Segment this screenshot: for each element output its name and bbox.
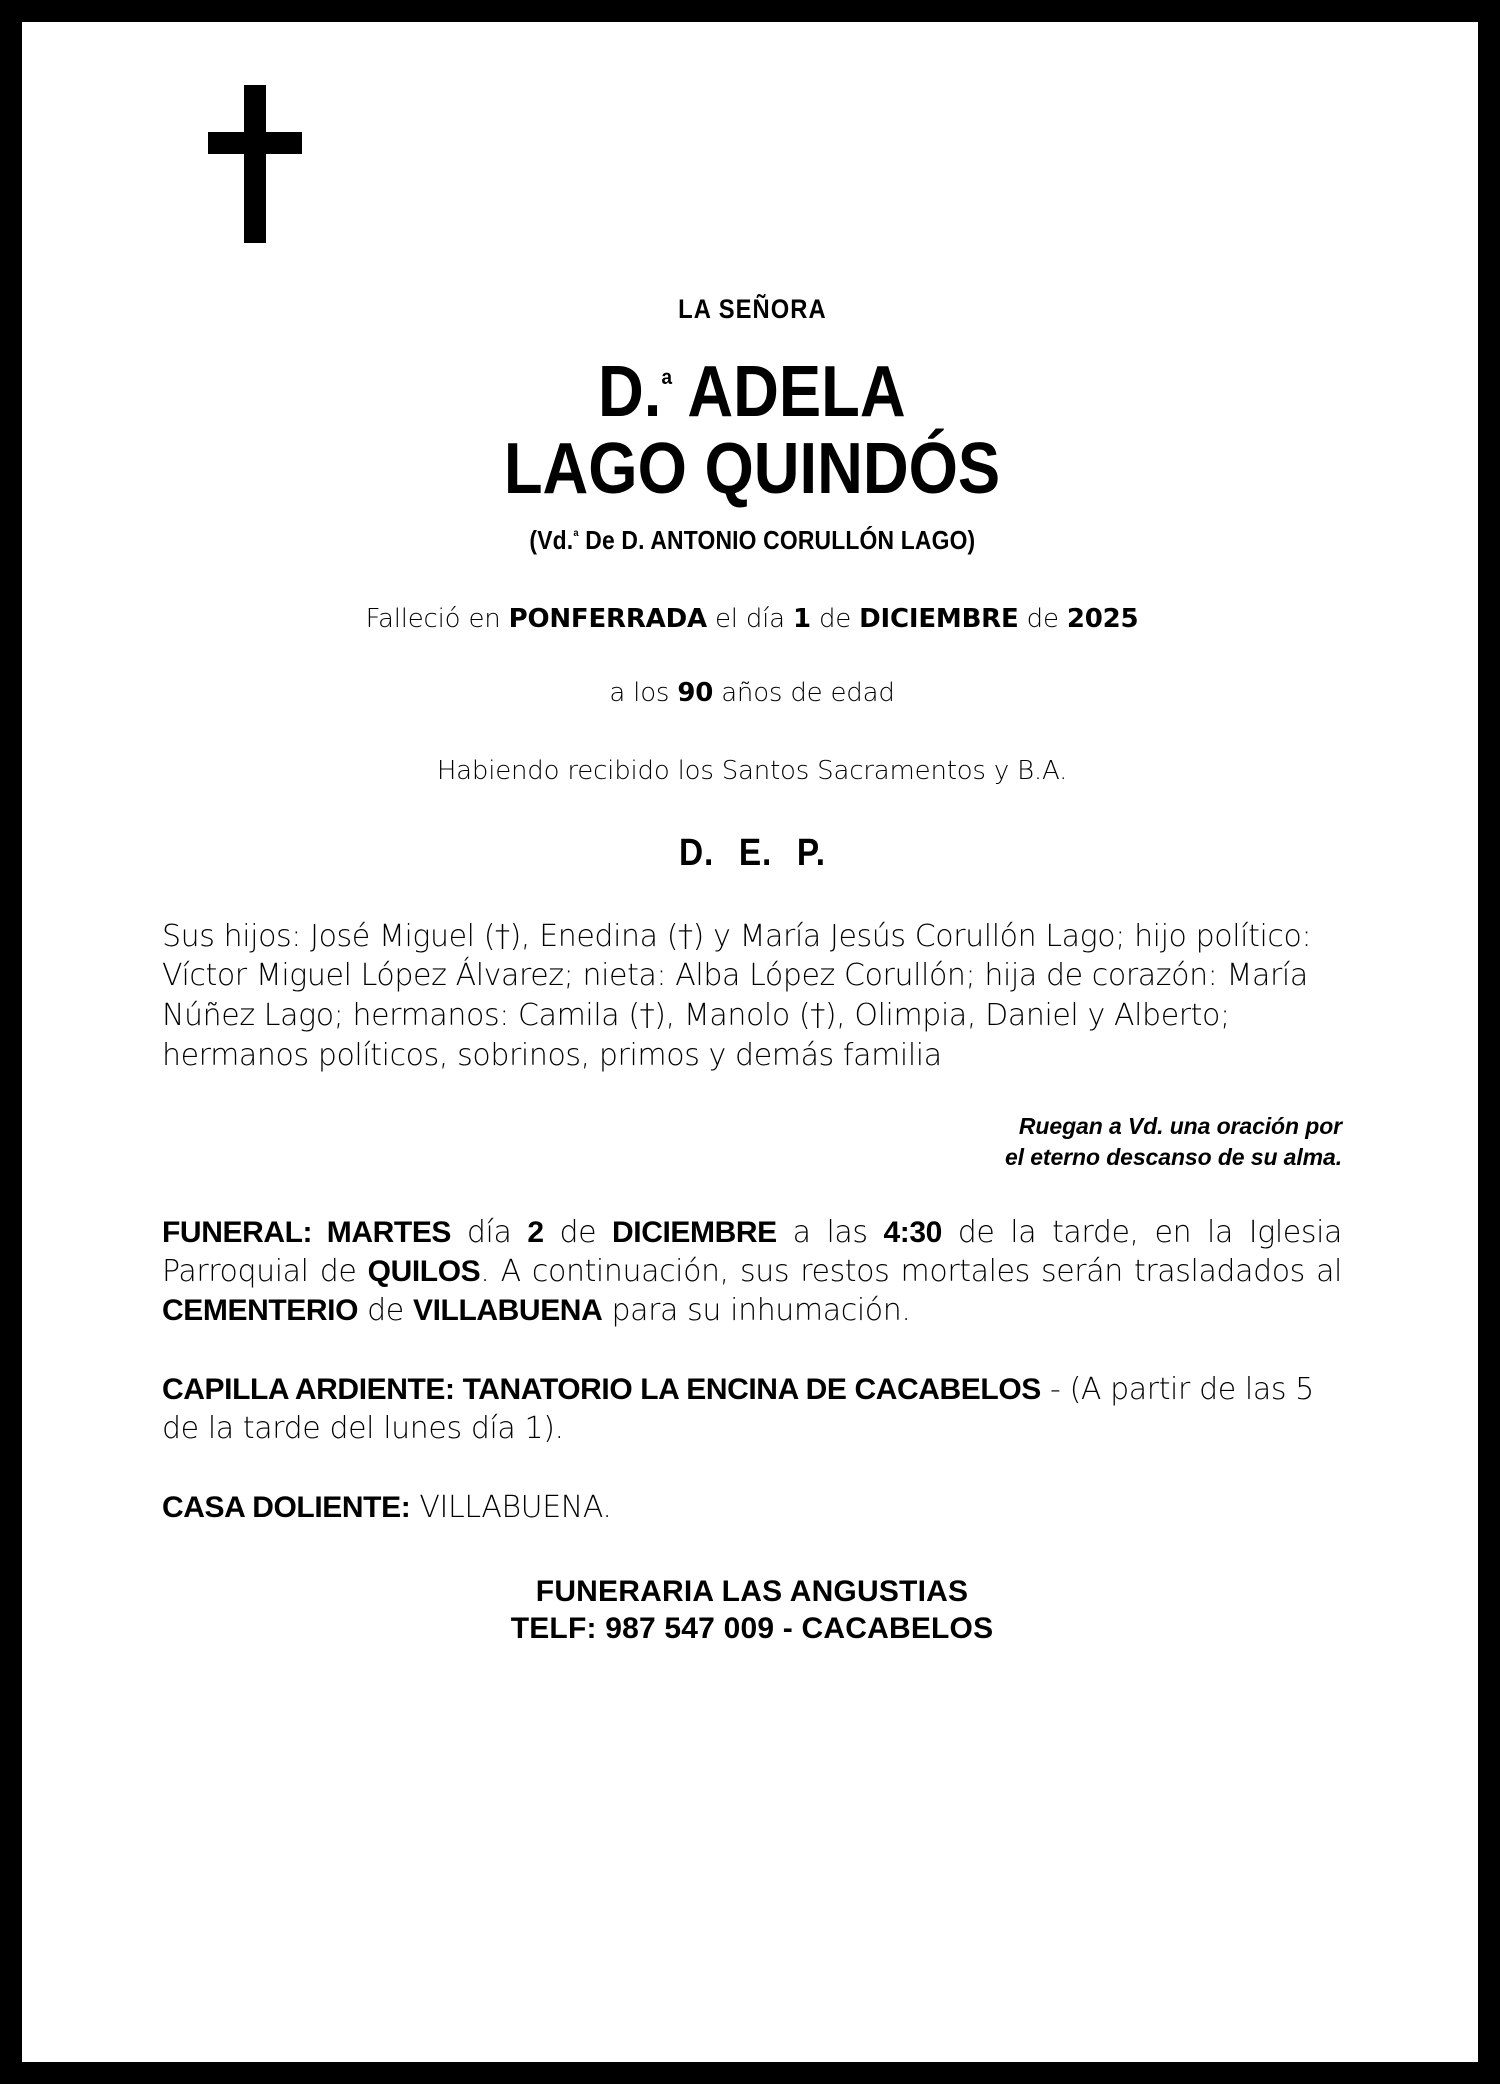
prayer-block <box>162 1111 1342 1173</box>
cemetery-label: CEMENTERIO <box>162 1293 359 1327</box>
funeral-t2: de <box>543 1214 613 1250</box>
prayer-line-1: Ruegan a Vd. una oración por <box>1018 1113 1342 1140</box>
family-paragraph: Sus hijos: José Miguel (†), Enedina (†) y María Jesús Corullón Lago; hijo político: Víctor Miguel López Álvarez; nieta: Alba López Corullón; hija de corazón: María Núñez Lago; hermanos: Camila (†), Manolo (†), Olimpia, Daniel y Alberto; hermanos políticos, sobrinos, primos y demás familia <box>162 918 1312 1073</box>
sacraments-line: Habiendo recibido los Santos Sacramentos y B.A. <box>436 755 1068 786</box>
mourning-house-block <box>162 1488 1342 1527</box>
widow-spouse-name: De D. ANTONIO CORULLÓN LAGO) <box>578 524 975 555</box>
death-place: PONFERRADA <box>508 603 707 634</box>
wake-label: CAPILLA ARDIENTE: TANATORIO LA ENCINA DE CACABELOS <box>162 1372 1041 1406</box>
name-first: ADELA <box>672 352 906 432</box>
death-text-prefix: Falleció en <box>365 603 509 634</box>
deceased-name-line-2 <box>162 428 1342 509</box>
funeral-t4: de la tarde, en la Iglesia Parroquial de <box>162 1214 1342 1289</box>
wake-detail: - (A partir de las 5 de la tarde del lunes día 1). <box>162 1371 1314 1446</box>
wake-block <box>162 1370 1342 1448</box>
dep-line <box>162 832 1342 875</box>
funeral-weekday: MARTES <box>312 1215 452 1249</box>
funeral-t1: día <box>451 1214 528 1250</box>
funeral-t3: a las <box>776 1214 884 1250</box>
funeral-t6: de <box>358 1292 413 1328</box>
dep-d: D. <box>678 831 714 874</box>
cemetery-place: VILLABUENA <box>413 1293 603 1327</box>
dep-inner <box>666 832 838 875</box>
funeral-block <box>162 1213 1342 1330</box>
death-place-date-line <box>162 604 1342 634</box>
funeral-home-footer <box>162 1573 1342 1648</box>
death-year: 2025 <box>1066 603 1139 634</box>
death-text-de2: de <box>1018 603 1067 634</box>
honorific-text: LA SEÑORA <box>677 294 827 324</box>
deceased-name-line-1-inner <box>598 352 906 432</box>
dep-e: E. <box>738 831 772 874</box>
deceased-surnames: LAGO QUINDÓS <box>503 428 1001 509</box>
funeral-month: DICIEMBRE <box>612 1215 777 1249</box>
mourning-house-place: VILLABUENA. <box>410 1489 612 1525</box>
funeral-t7: para su inhumación. <box>602 1292 911 1328</box>
funeral-t5: . A continuación, sus restos mortales serán trasladados al <box>480 1253 1342 1289</box>
funeral-church: QUILOS <box>367 1254 481 1288</box>
notice-content <box>162 22 1342 1648</box>
name-prefix-superscript: ª <box>661 366 673 404</box>
deceased-name-line-1 <box>162 352 1342 432</box>
death-text-mid: el día <box>706 603 793 634</box>
funeral-label: FUNERAL: <box>162 1215 313 1249</box>
dep-p: P. <box>796 831 826 874</box>
death-month: DICIEMBRE <box>859 603 1019 634</box>
mourning-house-label: CASA DOLIENTE: <box>162 1490 411 1524</box>
age-suffix: años de edad <box>713 677 895 708</box>
prayer-line-2: el eterno descanso de su alma. <box>1004 1143 1342 1170</box>
funeral-time: 4:30 <box>883 1215 942 1249</box>
death-age-line <box>162 678 1342 708</box>
esquela-inner-frame <box>22 22 1478 2062</box>
death-day: 1 <box>792 603 811 634</box>
funeral-day: 2 <box>527 1215 544 1249</box>
funeral-home-phone: TELF: 987 547 009 - CACABELOS <box>510 1612 994 1646</box>
funeral-home-name: FUNERARIA LAS ANGUSTIAS <box>535 1574 969 1608</box>
name-prefix: D. <box>598 352 662 432</box>
age-prefix: a los <box>609 677 678 708</box>
widow-of-inner <box>529 525 975 556</box>
honorific-label <box>162 294 1342 325</box>
widow-superscript: ª <box>572 527 579 546</box>
widow-prefix: (Vd. <box>529 524 573 555</box>
death-text-de: de <box>810 603 860 634</box>
age-value: 90 <box>677 677 714 708</box>
widow-of-line <box>162 525 1342 556</box>
